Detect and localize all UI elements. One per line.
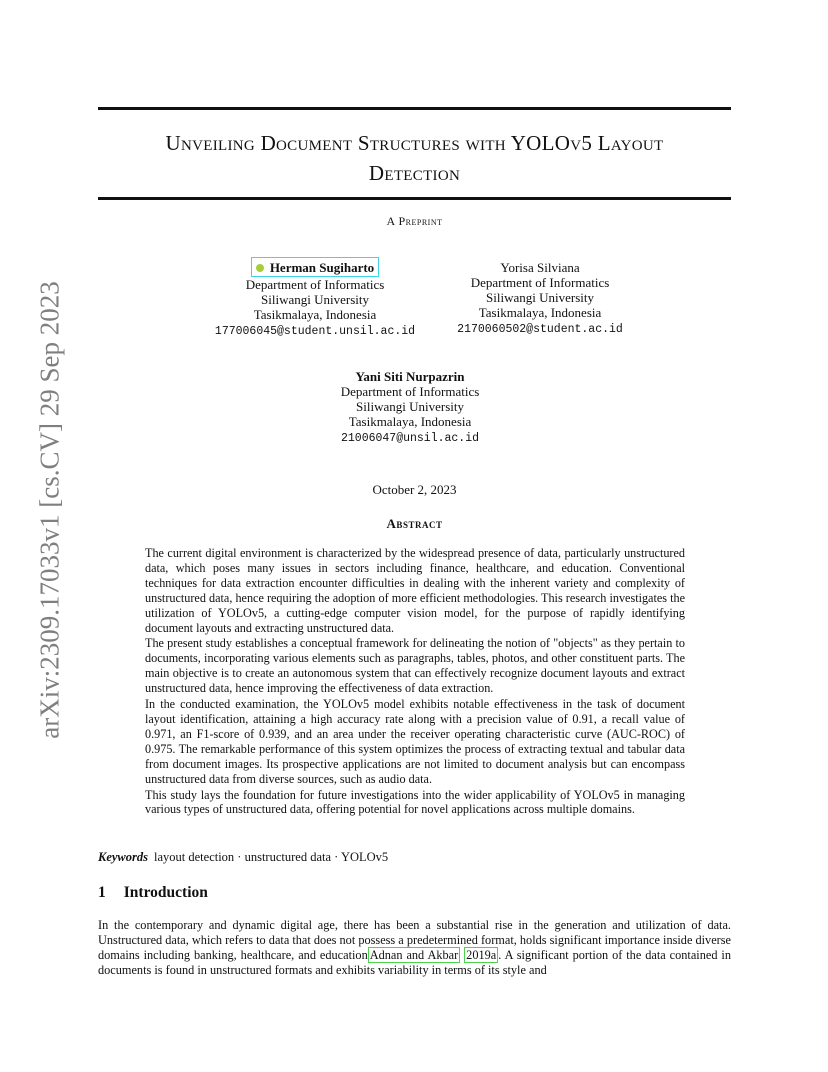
paper-title xyxy=(98,128,731,188)
section-heading xyxy=(98,884,208,902)
author-city: Tasikmalaya, Indonesia xyxy=(253,307,377,322)
title-segment: 5 L xyxy=(581,131,611,155)
intro-text-after: . A significant portion of the data contained in documents is found in unstructured formats and exhibits variability in terms of its style and xyxy=(98,948,731,977)
author-city: Tasikmalaya, Indonesia xyxy=(478,305,602,320)
preprint-label: A Preprint xyxy=(386,214,443,228)
abstract-paragraph: The current digital environment is characterized by the widespread presence of data, particularly unstructured data, which poses many issues in sectors including finance, healthcare, and education. Conventional techniques for data extraction encounter difficulties in dealing with the inherent variety and complexity of unstructured data, hence requiring the adoption of more efficient methodologies. This research investigates the utilization of YOLOv5, a cutting-edge computer vision model, for the purpose of rapidly identifying document layouts and extracting unstructured data. xyxy=(145,546,685,635)
orcid-icon[interactable] xyxy=(256,264,264,272)
author-link-box[interactable] xyxy=(251,257,379,277)
abstract-paragraph: This study lays the foundation for future investigations into the wider applicability of YOLOv5 in managing various types of unstructured data, offering potential for novel applications across multiple domains. xyxy=(145,787,685,817)
author-block-2 xyxy=(410,257,670,337)
author-name: Yani Siti Nurpazrin xyxy=(355,369,465,384)
author-block-3 xyxy=(280,369,540,446)
author-department: Department of Informatics xyxy=(470,275,610,290)
section-title: Introduction xyxy=(123,884,208,901)
abstract-paragraph: In the conducted examination, the YOLOv5 model exhibits notable effectiveness in the task of document layout identification, attaining a high accuracy rate along with a precision value of 0.91, a recall value of 0.971, an F1-score of 0.939, and an area under the receiver operating characteristic curve (AUC-ROC) of 0.975. The remarkable performance of this system optimizes the process of extracting textual and tabular data from document images. Its prospective applications are not limited to document analysis but can encompass unstructured data from diverse sources, such as audio data. xyxy=(145,697,685,786)
author-university: Siliwangi University xyxy=(486,290,594,305)
title-segment: ayout xyxy=(610,131,664,155)
author-email: 2170060502@student.ac.id xyxy=(457,323,623,336)
author-email: 21006047@unsil.ac.id xyxy=(340,432,480,445)
title-segment: D xyxy=(368,161,385,185)
title-segment: YOLO xyxy=(505,131,571,155)
introduction-paragraph xyxy=(98,918,731,978)
author-name: Yorisa Silviana xyxy=(500,260,580,275)
citation-link-year[interactable]: 2019a xyxy=(466,948,497,962)
abstract-heading: Abstract xyxy=(386,516,443,531)
keywords-line xyxy=(98,850,731,865)
author-name: Herman Sugiharto xyxy=(269,260,375,275)
title-segment: S xyxy=(352,131,370,155)
title-segment: U xyxy=(165,131,181,155)
author-department: Department of Informatics xyxy=(245,277,385,292)
author-department: Department of Informatics xyxy=(340,384,480,399)
title-top-rule xyxy=(98,107,731,110)
publication-date: October 2, 2023 xyxy=(372,482,457,497)
title-segment: tructures with xyxy=(369,131,506,155)
title-segment: ocument xyxy=(276,131,353,155)
arxiv-identifier-stamp: arXiv:2309.17033v1 [cs.CV] 29 Sep 2023 xyxy=(34,281,65,739)
title-segment: etection xyxy=(384,161,461,185)
title-segment: nveiling xyxy=(180,131,256,155)
intro-text-before: In the contemporary and dynamic digital age, there has been a substantial rise in the generation and utilization of data. Unstructured data, which refers to data that does not possess a predetermined format, holds significant importance inside diverse domains including banking, healthcare, and education xyxy=(98,918,731,962)
author-university: Siliwangi University xyxy=(356,399,464,414)
section-number: 1 xyxy=(98,884,106,901)
abstract-paragraph: The present study establishes a conceptual framework for delineating the notion of "objects" as they pertain to documents, incorporating various elements such as paragraphs, tables, photos, and other constituent parts. The main objective is to create an autonomous system that can effectively recognize document layouts and extract unstructured data, hence improving the effectiveness of data extraction. xyxy=(145,636,685,696)
title-segment: v xyxy=(570,131,582,155)
title-segment: D xyxy=(255,131,277,155)
author-university: Siliwangi University xyxy=(261,292,369,307)
author-email: 177006045@student.unsil.ac.id xyxy=(214,325,416,338)
abstract-body xyxy=(145,546,685,818)
title-bottom-rule xyxy=(98,197,731,200)
author-city: Tasikmalaya, Indonesia xyxy=(348,414,472,429)
keywords-text: layout detection · unstructured data · YOLOv5 xyxy=(154,850,389,864)
keywords-label: Keywords xyxy=(98,850,148,864)
title-line-1 xyxy=(98,128,731,158)
citation-link-authors[interactable]: Adnan and Akbar xyxy=(369,948,459,962)
title-line-2 xyxy=(98,158,731,188)
